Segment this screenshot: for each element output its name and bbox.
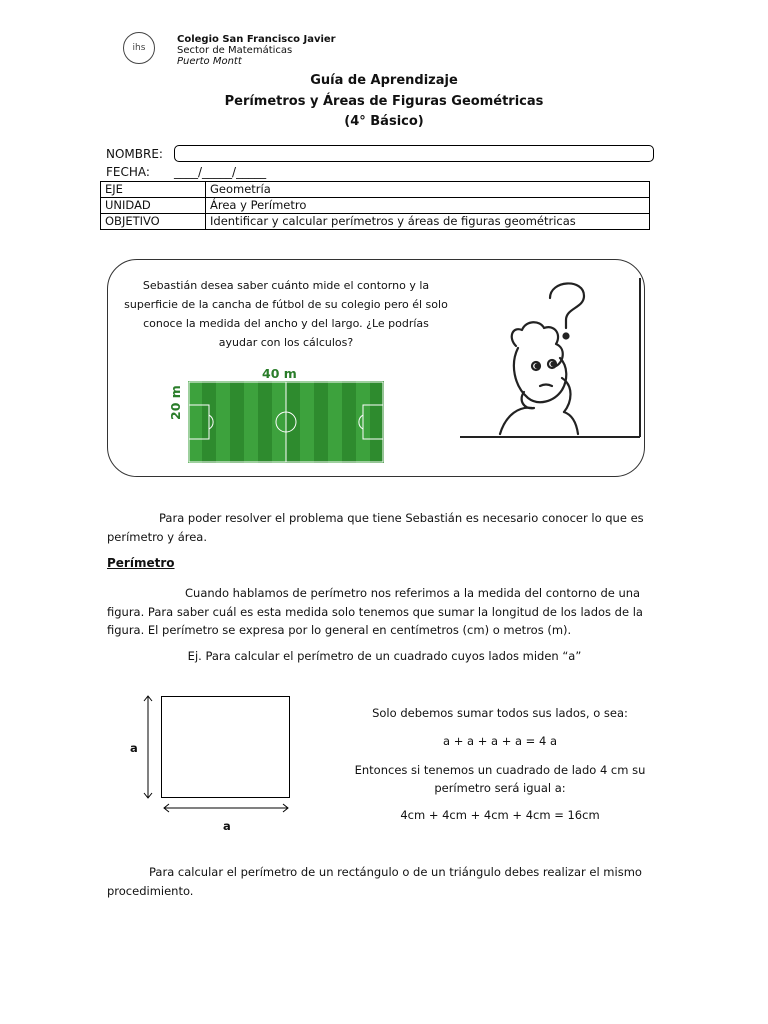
soccer-field-image [188,381,384,463]
table-key: UNIDAD [101,198,206,214]
formula-line: a + a + a + a = 4 a [443,734,557,748]
table-row [101,198,650,214]
school-sector: Sector de Matemáticas [177,45,293,56]
table-key: EJE [101,182,206,198]
square-figure [161,696,290,798]
date-label: FECHA: [106,165,150,179]
table-value: Identificar y calcular perímetros y áreas de figuras geométricas [206,214,650,230]
explain-line-1: Solo debemos sumar todos sus lados, o sea: [372,706,628,720]
result-line: 4cm + 4cm + 4cm + 4cm = 16cm [400,808,600,822]
school-header [177,34,336,67]
info-table [100,181,650,230]
perimetro-definition: Cuando hablamos de perímetro nos referimos a la medida del contorno de una figura. Para saber cuál es esta medida solo tenemos que sumar la longitud de los lados de la figura. El perímetro se expresa por lo general en centímetros (cm) o metros (m). [107,586,643,637]
problem-text: Sebastián desea saber cuánto mide el contorno y la superficie de la cancha de fútbol de su colegio pero él solo conoce la medida del ancho y del largo. ¿Le podrías ayudar con los cálculos? [124,279,448,349]
thinking-boy-image [458,274,642,440]
field-height-label: 20 m [168,385,183,420]
field-width-label: 40 m [262,366,297,381]
vertical-arrow-icon [140,694,156,800]
table-row [101,182,650,198]
title-line-2: Perímetros y Áreas de Figuras Geométricas [224,94,544,109]
date-field[interactable]: ____/_____/_____ [174,165,267,179]
name-field[interactable] [174,145,654,162]
square-side-label: a [130,741,138,755]
closing-paragraph: Para calcular el perímetro de un rectángulo o de un triángulo debes realizar el mismo procedimiento. [107,865,642,898]
table-key: OBJETIVO [101,214,206,230]
title-line-3: (4° Básico) [344,114,424,129]
explain-line-2: Entonces si tenemos un cuadrado de lado 4 cm su perímetro será igual a: [354,763,646,795]
school-logo [123,32,155,64]
table-row [101,214,650,230]
logo-text: ihs [132,43,146,53]
name-label: NOMBRE: [106,147,163,161]
school-city: Puerto Montt [177,56,242,67]
square-bottom-label: a [223,819,231,833]
title-line-1: Guía de Aprendizaje [310,73,458,88]
horizontal-arrow-icon [162,801,290,815]
table-value: Área y Perímetro [206,198,650,214]
perimetro-heading: Perímetro [107,556,175,570]
example-line: Ej. Para calcular el perímetro de un cuadrado cuyos lados miden “a” [187,649,582,663]
intro-paragraph: Para poder resolver el problema que tiene Sebastián es necesario conocer lo que es perímetro y área. [107,511,644,544]
school-name: Colegio San Francisco Javier [177,34,336,45]
table-value: Geometría [206,182,650,198]
